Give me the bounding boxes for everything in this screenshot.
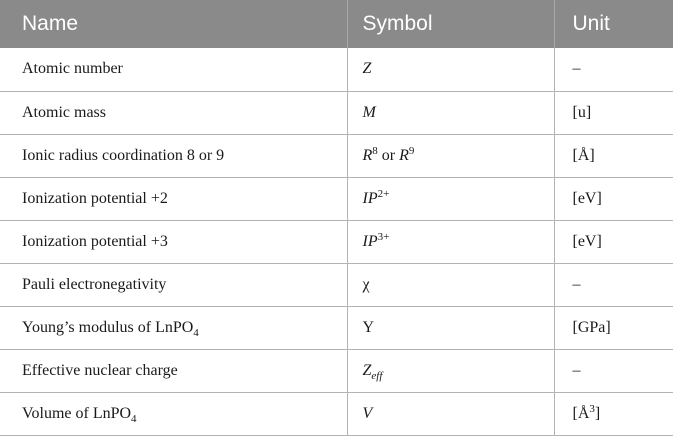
row-name: Ionization potential +2 [0,177,347,220]
row-unit: [Å] [572,146,595,164]
row-unit: [eV] [572,189,602,207]
symbol-text: Y [362,318,375,336]
table-header [0,0,673,48]
symbol-text: Z [362,60,372,78]
row-name [0,392,347,435]
symbol-sup: 2+ [377,187,390,200]
row-unit: – [572,361,581,379]
row-unit: – [572,275,581,293]
table-row [0,134,673,177]
row-name: Effective nuclear charge [0,349,347,392]
table-row [0,306,673,349]
symbol-sup: 3+ [377,230,390,243]
row-unit: [u] [572,103,592,121]
row-name [0,306,347,349]
symbol-text: χ [362,275,370,293]
row-name: Pauli electronegativity [0,263,347,306]
row-name: Atomic number [0,48,347,91]
header-row [0,0,673,48]
row-symbol [347,306,554,349]
row-symbol [347,349,554,392]
table-row [0,220,673,263]
unit-text: [Å [572,404,590,422]
table-row [0,263,673,306]
row-unit [554,392,673,435]
row-symbol [347,91,554,134]
name-sub: 4 [193,326,199,339]
row-unit: [eV] [572,232,602,250]
table-body [0,48,673,435]
unit-sup: 3 [589,402,595,415]
row-symbol [347,220,554,263]
row-unit: [GPa] [572,318,611,336]
symbol-text: M [362,103,376,121]
symbol-sup: 8 [372,144,378,157]
header-unit: Unit [572,12,610,35]
table-row [0,91,673,134]
row-unit: – [572,60,581,78]
row-symbol [347,177,554,220]
row-name: Atomic mass [0,91,347,134]
table-row [0,177,673,220]
row-name: Ionic radius coordination 8 or 9 [0,134,347,177]
row-name: Ionization potential +3 [0,220,347,263]
name-sub: 4 [131,412,137,425]
symbol-text: IP [362,232,378,250]
symbol-text: R [362,146,373,164]
table-row [0,48,673,91]
symbol-text: R [399,146,409,164]
name-text: Young’s modulus of LnPO [22,318,194,336]
row-symbol [347,263,554,306]
symbol-sup: 9 [408,144,415,157]
name-text: Volume of LnPO [22,404,132,422]
symbol-text: Z [362,361,372,379]
table-row [0,349,673,392]
table-row [0,392,673,435]
header-name: Name [0,0,347,48]
row-symbol [347,48,554,91]
header-symbol: Symbol [347,0,554,48]
row-symbol [347,134,554,177]
unit-end: ] [594,404,601,422]
row-symbol [347,392,554,435]
symbol-sub: eff [371,369,383,382]
symbol-or: or [377,146,400,164]
symbol-text: IP [362,189,378,207]
symbol-text: V [362,404,373,422]
